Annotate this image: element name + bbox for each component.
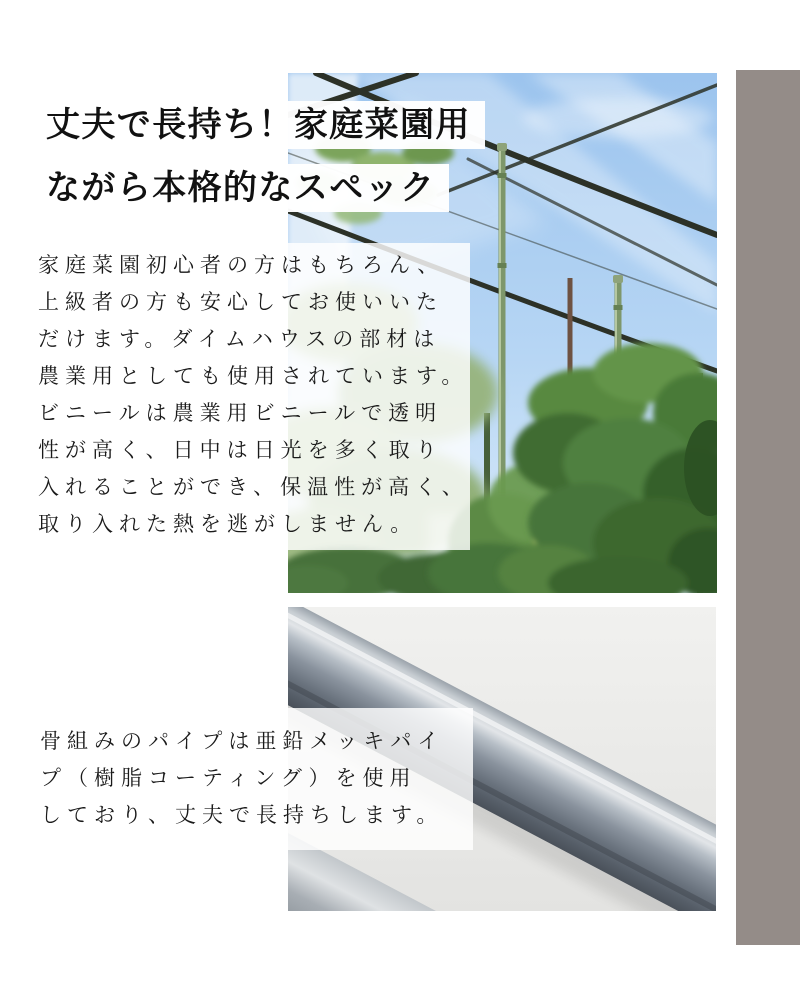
intro-line-2: 上級者の方も安心してお使いいた (38, 291, 443, 314)
pipe-note-line-2: プ（樹脂コーティング）を使用 (40, 767, 417, 790)
intro-line-8: 取り入れた熱を逃がしません。 (38, 513, 418, 536)
heading-line-1: 丈夫で長持ち！家庭菜園用 (40, 101, 485, 149)
section-heading (40, 101, 485, 227)
intro-line-5: ビニールは農業用ビニールで透明 (38, 402, 443, 425)
pipe-note-line-1: 骨組みのパイプは亜鉛メッキパイ (40, 730, 445, 753)
pipe-note-textbox (28, 708, 473, 850)
right-accent-bar (736, 70, 800, 945)
intro-line-4: 農業用としても使用されています。 (38, 365, 469, 388)
heading-line-2: ながら本格的なスペック (40, 164, 449, 212)
intro-line-6: 性が高く、日中は日光を多く取り (38, 439, 443, 462)
pipe-note-line-3: しており、丈夫で長持ちします。 (40, 804, 444, 827)
intro-line-1: 家庭菜園初心者の方はもちろん、 (38, 254, 445, 277)
intro-line-7: 入れることができ、保温性が高く、 (38, 476, 469, 499)
intro-line-3: だけます。ダイムハウスの部材は (38, 328, 441, 351)
intro-textbox (28, 243, 470, 550)
